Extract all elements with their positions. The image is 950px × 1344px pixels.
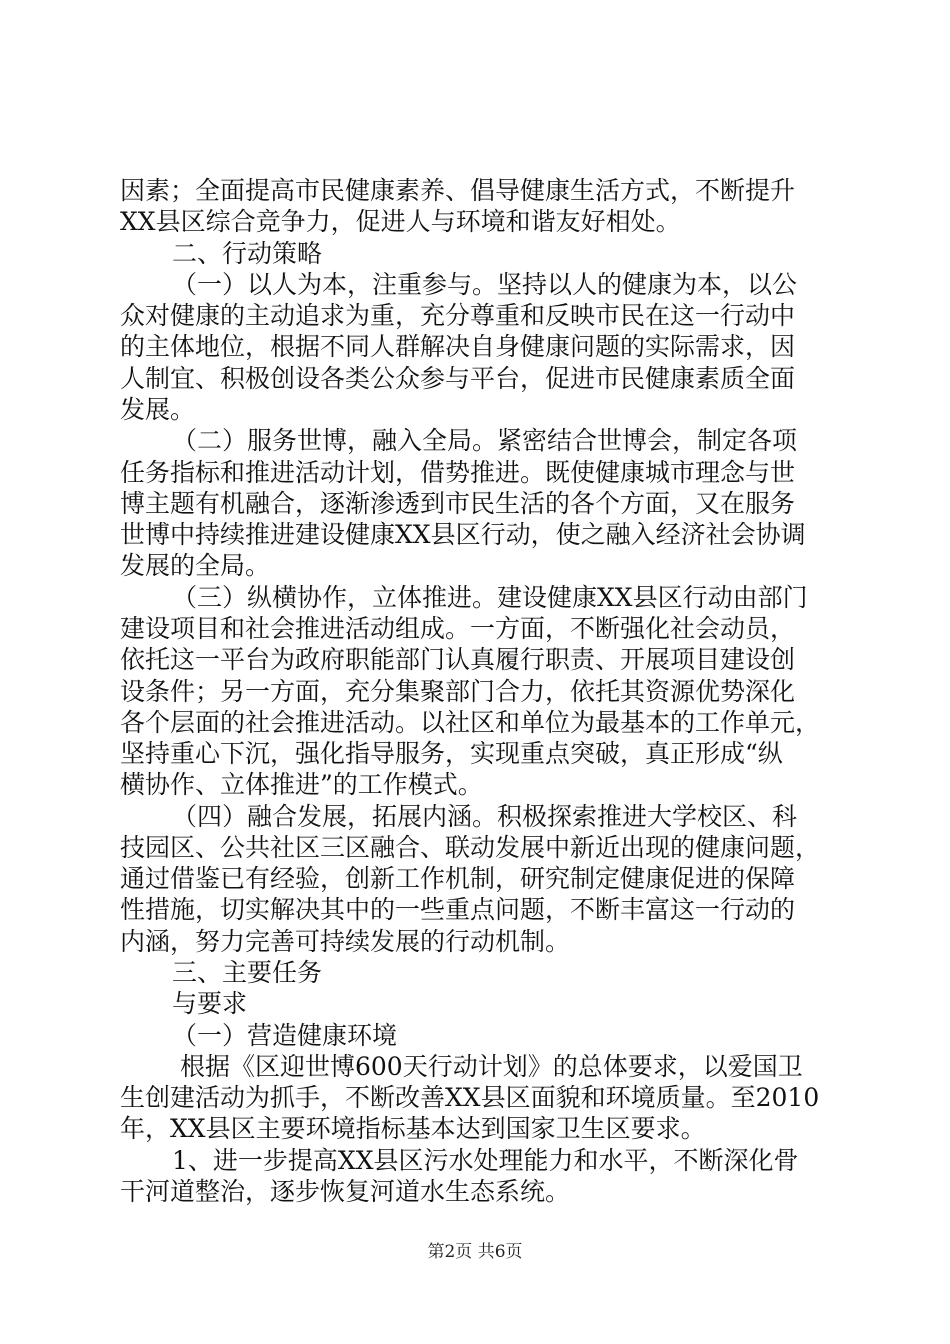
paragraph-line: 任务指标和推进活动计划，借势推进。既使健康城市理念与世 (120, 458, 796, 487)
paragraph-line: 世博中持续推进建设健康XX县区行动，使之融入经济社会协调 (120, 520, 806, 549)
paragraph-line: 发展的全局。 (120, 551, 271, 580)
paragraph-line: 博主题有机融合，逐渐渗透到市民生活的各个方面，又在服务 (120, 489, 796, 518)
paragraph-line: 的主体地位，根据不同人群解决自身健康问题的实际需求，因 (120, 332, 796, 361)
paragraph-line: 内涵，努力完善可持续发展的行动机制。 (120, 927, 571, 956)
paragraph-line: 性措施，切实解决其中的一些重点问题，不断丰富这一行动的 (120, 895, 796, 924)
paragraph-line: 发展。 (120, 395, 196, 424)
paragraph-line: （四）融合发展，拓展内涵。积极探索推进大学校区、科 (172, 802, 798, 831)
paragraph-line: （一）以人为本，注重参与。坚持以人的健康为本，以公 (172, 270, 798, 299)
paragraph-line: 技园区、公共社区三区融合、联动发展中新近出现的健康问题， (120, 833, 821, 862)
paragraph-line: 生创建活动为抓手，不断改善XX县区面貌和环境质量。至2010 (120, 1083, 820, 1112)
paragraph-line: 因素；全面提高市民健康素养、倡导健康生活方式，不断提升 (120, 176, 796, 205)
paragraph-line: 人制宜、积极创设各类公众参与平台，促进市民健康素质全面 (120, 364, 796, 393)
paragraph-line: 建设项目和社会推进活动组成。一方面，不断强化社会动员， (120, 614, 796, 643)
section-heading-continued: 与要求 (172, 989, 248, 1018)
paragraph-line: 众对健康的主动追求为重，充分尊重和反映市民在这一行动中 (120, 301, 796, 330)
section-heading: 三、主要任务 (172, 958, 323, 987)
paragraph-line: 通过借鉴已有经验，创新工作机制，研究制定健康促进的保障 (120, 864, 796, 893)
paragraph-line: 横协作、立体推进”的工作模式。 (120, 770, 483, 799)
paragraph-line: 依托这一平台为政府职能部门认真履行职责、开展项目建设创 (120, 645, 796, 674)
paragraph-line: 坚持重心下沉，强化指导服务，实现重点突破，真正形成“纵 (120, 739, 783, 768)
paragraph-line: 各个层面的社会推进活动。以社区和单位为最基本的工作单元， (120, 708, 821, 737)
paragraph-line: XX县区综合竞争力，促进人与环境和谐友好相处。 (120, 207, 681, 236)
section-heading: 二、行动策略 (172, 239, 323, 268)
subsection-heading: （一）营造健康环境 (172, 1021, 398, 1050)
paragraph-line: 1、进一步提高XX县区污水处理能力和水平，不断深化骨 (172, 1146, 799, 1175)
paragraph-line: 根据《区迎世博600天行动计划》的总体要求，以爱国卫 (180, 1052, 803, 1081)
page-number-footer: 第2页 共6页 (427, 1242, 523, 1262)
paragraph-line: 年，XX县区主要环境指标基本达到国家卫生区要求。 (120, 1114, 706, 1143)
paragraph-line: （二）服务世博，融入全局。紧密结合世博会，制定各项 (172, 426, 798, 455)
paragraph-line: 设条件；另一方面，充分集聚部门合力，依托其资源优势深化 (120, 677, 796, 706)
paragraph-line: （三）纵横协作，立体推进。建设健康XX县区行动由部门 (172, 583, 808, 612)
paragraph-line: 干河道整治，逐步恢复河道水生态系统。 (120, 1177, 571, 1206)
